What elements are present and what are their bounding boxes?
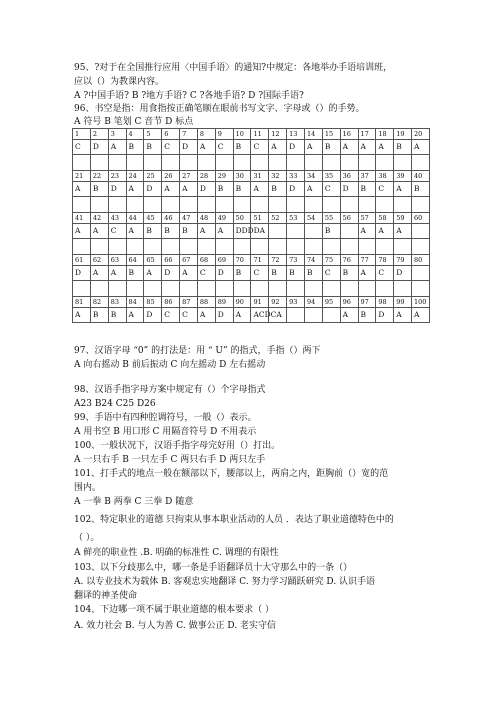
answer-cell: A	[73, 308, 91, 323]
question-number-cell: 98	[376, 297, 394, 308]
question-number-cell: 56	[340, 213, 358, 224]
question-number-cell: 64	[126, 255, 144, 266]
question-number-cell: 71	[251, 255, 269, 266]
answer-cell: C	[322, 182, 340, 197]
answer-cell: A	[233, 308, 251, 323]
answer-cell: D	[90, 140, 108, 155]
question-line: 100、一般状况下，汉语手指字母完好用（）打出。	[74, 441, 281, 451]
answer-cell: A	[197, 308, 215, 323]
question-number-cell: 80	[412, 255, 430, 266]
answer-cell: A	[126, 308, 144, 323]
answer-cell: C	[197, 266, 215, 281]
question-number-cell: 27	[180, 171, 198, 182]
question-number-cell: 83	[108, 297, 126, 308]
question-number-cell: 13	[287, 129, 305, 140]
answer-cell: D	[197, 182, 215, 197]
answer-cell: A	[162, 182, 180, 197]
answer-row	[73, 140, 430, 155]
question-96-text: 96、书空是指：用食指按正确笔顺在眼前书写文字、字母或（）的手势。	[74, 104, 365, 114]
question-number-cell: 6	[162, 129, 180, 140]
answer-cell: B	[322, 140, 340, 155]
answer-cell: D	[287, 140, 305, 155]
question-number-cell: 97	[358, 297, 376, 308]
question-number-row	[73, 129, 430, 140]
answer-cell: B	[108, 308, 126, 323]
answer-cell: D	[108, 182, 126, 197]
question-number-cell: 95	[322, 297, 340, 308]
question-number-row	[73, 171, 430, 182]
question-line: A23 B24 C25 D26	[74, 399, 156, 409]
question-number-cell: 89	[215, 297, 233, 308]
question-line: A. 以专业技术为载体 B. 客观忠实地翻译 C. 努力学习踊跃研究 D. 认识手语	[74, 577, 376, 587]
question-number-cell: 28	[197, 171, 215, 182]
answer-cell: D	[162, 266, 180, 281]
answer-row	[73, 182, 430, 197]
question-number-cell: 2	[90, 129, 108, 140]
question-number-cell: 25	[144, 171, 162, 182]
question-number-cell: 75	[322, 255, 340, 266]
answer-cell: B	[394, 140, 412, 155]
question-number-cell: 40	[412, 171, 430, 182]
question-number-cell: 90	[233, 297, 251, 308]
question-number-cell: 100	[412, 297, 430, 308]
answer-cell	[322, 308, 340, 323]
answer-cell: B	[269, 182, 287, 197]
answer-cell: B	[90, 182, 108, 197]
question-number-cell: 59	[394, 213, 412, 224]
answer-cell: B	[180, 224, 198, 239]
question-number-cell: 54	[304, 213, 322, 224]
question-number-cell: 99	[394, 297, 412, 308]
question-number-cell: 81	[73, 297, 91, 308]
question-number-cell: 66	[162, 255, 180, 266]
question-number-cell: 44	[126, 213, 144, 224]
question-number-cell: 78	[376, 255, 394, 266]
question-number-cell: 82	[90, 297, 108, 308]
question-number-cell: 85	[144, 297, 162, 308]
answer-cell: C	[215, 140, 233, 155]
question-number-cell: 1	[73, 129, 91, 140]
answer-cell: B	[304, 266, 322, 281]
question-number-cell: 43	[108, 213, 126, 224]
question-number-cell: 12	[269, 129, 287, 140]
answer-cell: D	[340, 182, 358, 197]
answer-cell: A	[126, 224, 144, 239]
answer-cell: B	[90, 308, 108, 323]
question-number-cell: 36	[340, 171, 358, 182]
table-spacer-row	[73, 281, 430, 297]
answer-row	[73, 266, 430, 281]
question-number-cell: 72	[269, 255, 287, 266]
answer-cell: A	[340, 140, 358, 155]
answer-cell: A	[90, 266, 108, 281]
answer-cell: A	[73, 224, 91, 239]
question-number-cell: 69	[215, 255, 233, 266]
question-number-cell: 79	[394, 255, 412, 266]
question-number-cell: 52	[269, 213, 287, 224]
question-95-line-2: 应以（）为教课内容。	[74, 77, 165, 87]
answer-cell: ACDCA	[251, 308, 269, 323]
question-number-cell: 76	[340, 255, 358, 266]
answer-cell: C	[322, 266, 340, 281]
answer-cell: A	[251, 182, 269, 197]
question-number-cell: 9	[215, 129, 233, 140]
question-number-cell: 16	[340, 129, 358, 140]
answer-cell: B	[358, 308, 376, 323]
question-number-cell: 57	[358, 213, 376, 224]
table-spacer-row	[73, 239, 430, 255]
question-number-cell: 35	[322, 171, 340, 182]
question-number-cell: 48	[197, 213, 215, 224]
question-number-cell: 41	[73, 213, 91, 224]
answer-cell: A	[144, 266, 162, 281]
question-number-cell: 68	[197, 255, 215, 266]
question-number-cell: 19	[394, 129, 412, 140]
question-number-cell: 96	[340, 297, 358, 308]
answer-cell: C	[180, 308, 198, 323]
question-line: 围内。	[74, 483, 102, 493]
answer-cell	[287, 224, 305, 239]
question-number-cell: 18	[376, 129, 394, 140]
answer-cell	[340, 224, 358, 239]
answer-cell: C	[251, 266, 269, 281]
question-line: 103、以下分歧那么中，哪一条是手语翻译员十大守那么中的一条（）	[74, 563, 353, 573]
answer-cell	[304, 224, 322, 239]
answer-cell: B	[144, 140, 162, 155]
answer-cell: D	[73, 266, 91, 281]
answer-cell: A	[180, 182, 198, 197]
table-spacer-row	[73, 197, 430, 213]
answer-cell: B	[358, 182, 376, 197]
question-number-cell: 73	[287, 255, 305, 266]
question-number-cell: 86	[162, 297, 180, 308]
question-number-cell: 94	[304, 297, 322, 308]
answer-cell: B	[412, 182, 430, 197]
question-line: A 鲜亮的职业性 .B. 明确的标准性 C. 调理的有限性	[74, 548, 279, 558]
answer-cell: D	[144, 182, 162, 197]
answer-cell: D	[180, 140, 198, 155]
answer-cell: C	[376, 266, 394, 281]
question-number-cell: 46	[162, 213, 180, 224]
answer-cell: B	[340, 266, 358, 281]
answer-cell: C	[376, 182, 394, 197]
answer-cell: B	[126, 266, 144, 281]
question-line: 102、特定职业的道德 只拘束从事本职业活动的人员 ．表达了职业道德特色中的	[74, 515, 394, 525]
answer-cell: A	[197, 224, 215, 239]
answer-cell: A	[180, 266, 198, 281]
answer-row	[73, 224, 430, 239]
answer-cell: A	[358, 224, 376, 239]
answer-cell: A	[304, 140, 322, 155]
question-number-cell: 49	[215, 213, 233, 224]
question-line: A 向右摇动 B 前后振动 C 向左摇动 D 左右摇动	[74, 360, 266, 370]
question-number-cell: 4	[126, 129, 144, 140]
answer-cell: A	[358, 266, 376, 281]
answer-cell: C	[251, 140, 269, 155]
answer-cell: A	[394, 182, 412, 197]
question-number-cell: 37	[358, 171, 376, 182]
answer-cell: B	[215, 182, 233, 197]
question-number-cell: 87	[180, 297, 198, 308]
answer-cell	[412, 266, 430, 281]
answer-cell: A	[394, 224, 412, 239]
answer-cell: A	[304, 182, 322, 197]
question-number-cell: 7	[180, 129, 198, 140]
question-number-cell: 24	[126, 171, 144, 182]
answer-cell: D	[144, 308, 162, 323]
question-96-options: A 符号 B 笔划 C 音节 D 标点	[74, 117, 194, 127]
answer-cell: A	[394, 308, 412, 323]
answer-cell: A	[376, 140, 394, 155]
question-number-cell: 39	[394, 171, 412, 182]
question-line: 104、下边哪一项不属于职业道德的根本要求（ ）	[74, 605, 275, 615]
question-number-cell: 74	[304, 255, 322, 266]
question-number-cell: 8	[197, 129, 215, 140]
answer-cell: A	[126, 182, 144, 197]
answer-cell: A	[73, 182, 91, 197]
question-number-cell: 65	[144, 255, 162, 266]
answer-cell	[304, 308, 322, 323]
question-number-cell: 42	[90, 213, 108, 224]
answer-cell: A	[412, 308, 430, 323]
question-number-cell: 17	[358, 129, 376, 140]
question-number-cell: 33	[287, 171, 305, 182]
answer-cell: B	[287, 266, 305, 281]
question-line: 翻译的神圣使命	[74, 591, 138, 601]
answer-cell: A	[108, 266, 126, 281]
answer-cell	[269, 224, 287, 239]
question-number-cell: 22	[90, 171, 108, 182]
answer-row	[73, 308, 430, 323]
question-number-cell: 63	[108, 255, 126, 266]
answer-cell: A	[269, 140, 287, 155]
question-number-cell: 30	[233, 171, 251, 182]
table-spacer-row	[73, 155, 430, 171]
answer-cell: B	[269, 266, 287, 281]
question-number-cell: 14	[304, 129, 322, 140]
answer-cell: B	[162, 224, 180, 239]
question-number-cell: 32	[269, 171, 287, 182]
question-number-cell: 5	[144, 129, 162, 140]
question-number-cell: 77	[358, 255, 376, 266]
answer-cell: B	[126, 140, 144, 155]
answer-cell: A	[412, 140, 430, 155]
question-line: A 一拳 B 两拳 C 三拳 D 随意	[74, 497, 194, 507]
question-line: 101、打手式的地点一般在额部以下，腰部以上，两肩之内，距胸前（）宽的范	[74, 469, 389, 479]
question-number-cell: 38	[376, 171, 394, 182]
answer-cell	[412, 224, 430, 239]
question-number-cell: 3	[108, 129, 126, 140]
question-95-line-1: 95、?对于在全国推行应用〈中国手语〉的通知?中规定：各地举办手语培训班，	[74, 63, 393, 73]
answer-cell: A	[358, 140, 376, 155]
answer-cell: D	[394, 266, 412, 281]
question-number-cell: 15	[322, 129, 340, 140]
question-number-cell: 91	[251, 297, 269, 308]
answer-cell: D	[215, 266, 233, 281]
question-number-cell: 61	[73, 255, 91, 266]
question-number-cell: 29	[215, 171, 233, 182]
question-line: 97、汉语字母 “0” 的打法是：用 “ U” 的指式，手指（）两下	[74, 346, 321, 356]
question-95-options: A ?中国手语? B ?地方手语? C ?各地手语? D ?国际手语?	[74, 91, 304, 101]
answer-cell: D	[215, 308, 233, 323]
question-number-cell: 58	[376, 213, 394, 224]
question-number-cell: 93	[287, 297, 305, 308]
question-number-cell: 88	[197, 297, 215, 308]
question-line: A 一只右手 B 一只左手 C 两只右手 D 两只左手	[74, 455, 266, 465]
question-line: A 用书空 B 用口形 C 用隔音符号 D 不用表示	[74, 427, 257, 437]
question-number-cell: 34	[304, 171, 322, 182]
answer-cell: B	[144, 224, 162, 239]
question-number-row	[73, 255, 430, 266]
answer-cell: D	[287, 182, 305, 197]
question-number-cell: 62	[90, 255, 108, 266]
question-number-cell: 92	[269, 297, 287, 308]
answer-cell: A	[340, 308, 358, 323]
question-number-cell: 20	[412, 129, 430, 140]
question-number-cell: 45	[144, 213, 162, 224]
answer-table	[72, 128, 430, 323]
answer-cell: C	[162, 308, 180, 323]
question-number-cell: 55	[322, 213, 340, 224]
question-number-row	[73, 213, 430, 224]
question-number-cell: 31	[251, 171, 269, 182]
question-line: （ ）。	[74, 533, 100, 543]
question-number-cell: 21	[73, 171, 91, 182]
question-number-cell: 53	[287, 213, 305, 224]
question-number-row	[73, 297, 430, 308]
answer-cell: B	[233, 140, 251, 155]
answer-cell: B	[233, 182, 251, 197]
question-number-cell: 47	[180, 213, 198, 224]
answer-cell: C	[162, 140, 180, 155]
question-number-cell: 70	[233, 255, 251, 266]
answer-cell: A	[197, 140, 215, 155]
question-number-cell: 26	[162, 171, 180, 182]
question-number-cell: 60	[412, 213, 430, 224]
question-number-cell: 11	[251, 129, 269, 140]
question-line: A. 效力社会 B. 与人为善 C. 做事公正 D. 老实守信	[74, 621, 277, 631]
answer-cell	[287, 308, 305, 323]
question-number-cell: 51	[251, 213, 269, 224]
question-number-cell: 50	[233, 213, 251, 224]
answer-cell: B	[233, 266, 251, 281]
answer-cell: C	[73, 140, 91, 155]
question-number-cell: 23	[108, 171, 126, 182]
answer-cell: D	[376, 308, 394, 323]
question-line: 99、手语中有四种腔调符号，一般（）表示。	[74, 413, 257, 423]
question-number-cell: 10	[233, 129, 251, 140]
question-line: 98、汉语手指字母方案中规定有（）个字母指式	[74, 385, 266, 395]
question-number-cell: 67	[180, 255, 198, 266]
answer-cell: B	[322, 224, 340, 239]
question-number-cell: 84	[126, 297, 144, 308]
answer-cell: A	[90, 224, 108, 239]
answer-cell: C	[108, 224, 126, 239]
answer-cell: DDDDA	[233, 224, 251, 239]
answer-cell: A	[215, 224, 233, 239]
answer-cell: A	[108, 140, 126, 155]
answer-cell: A	[376, 224, 394, 239]
